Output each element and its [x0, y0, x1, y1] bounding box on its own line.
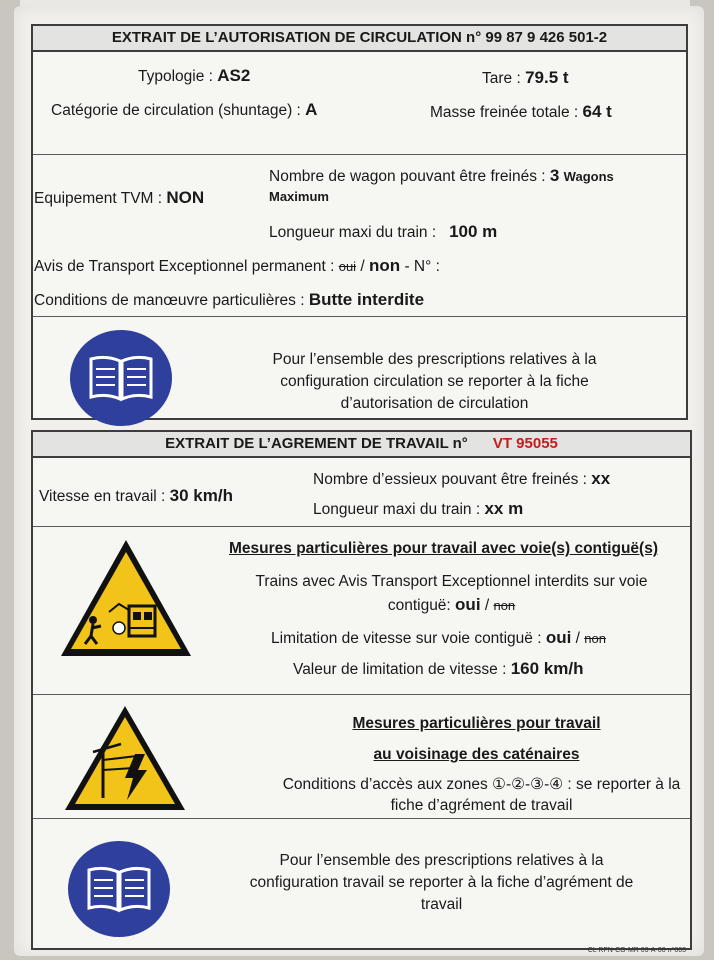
wagons: Nombre de wagon pouvant être freinés : 3 Wagons [269, 166, 614, 185]
longueur: Longueur maxi du train : 100 m [269, 222, 498, 241]
travail-info-text: Pour l’ensemble des prescriptions relatives à la configuration travail se reporter à la fiche d’agrément de travail [249, 852, 634, 913]
vitesse-travail: Vitesse en travail : 30 km/h [39, 486, 233, 505]
longueur-travail: Longueur maxi du train : xx m [313, 499, 524, 518]
circulation-info-text: Pour l’ensemble des prescriptions relatives à la configuration circulation se reporter à la fiche d’autorisation de circulation [272, 351, 597, 412]
circulation-info-row [33, 317, 686, 417]
footer-code: CL RFN-CG-MR 03-A-00 n°003 [587, 947, 686, 954]
voie-contigue-row [33, 526, 690, 695]
limitation-vitesse: Limitation de vitesse sur voie contiguë : oui / non [271, 628, 606, 647]
conditions-manoeuvre: Conditions de manœuvre particulières : Butte interdite [34, 290, 425, 309]
masse-freinee: Masse freinée totale : 64 t [430, 102, 612, 121]
tvm: Equipement TVM : NON [34, 188, 205, 207]
catenaire-title: Mesures particulières pour travail au voisinage des caténaires [352, 715, 601, 763]
tare: Tare : 79.5 t [482, 68, 569, 87]
travail-panel [31, 430, 692, 950]
circulation-panel [31, 24, 688, 420]
travail-info-row [33, 820, 690, 948]
vitesse-row [33, 458, 690, 527]
top-edge [20, 0, 690, 6]
acces-zones: Conditions d’accès aux zones ①-②-③-④ : se reporter à la fiche d’agrément de travail [282, 776, 681, 814]
equipment-row [33, 154, 686, 317]
wagons-maximum: Maximum [269, 189, 329, 204]
circulation-title: EXTRAIT DE L’AUTORISATION DE CIRCULATION n° 99 87 9 426 501-2 [33, 26, 686, 52]
essieux: Nombre d’essieux pouvant être freinés : xx [313, 469, 611, 488]
catenaire-row [33, 694, 690, 819]
voie-contigue-avis: Trains avec Avis Transport Exceptionnel interdits sur voie contiguë: oui / non [255, 573, 648, 614]
valeur-limitation: Valeur de limitation de vitesse : 160 km/h [293, 659, 584, 678]
travail-title: EXTRAIT DE L’AGREMENT DE TRAVAIL n° VT 95055 [33, 432, 690, 458]
voie-contigue-title: Mesures particulières pour travail avec voie(s) contiguë(s) [229, 540, 658, 557]
typology-row [33, 52, 686, 155]
avis-transport: Avis de Transport Exceptionnel permanent : oui / non - N° : [34, 256, 440, 275]
categorie: Catégorie de circulation (shuntage) : A [51, 100, 318, 119]
typologie: Typologie : AS2 [138, 66, 251, 85]
